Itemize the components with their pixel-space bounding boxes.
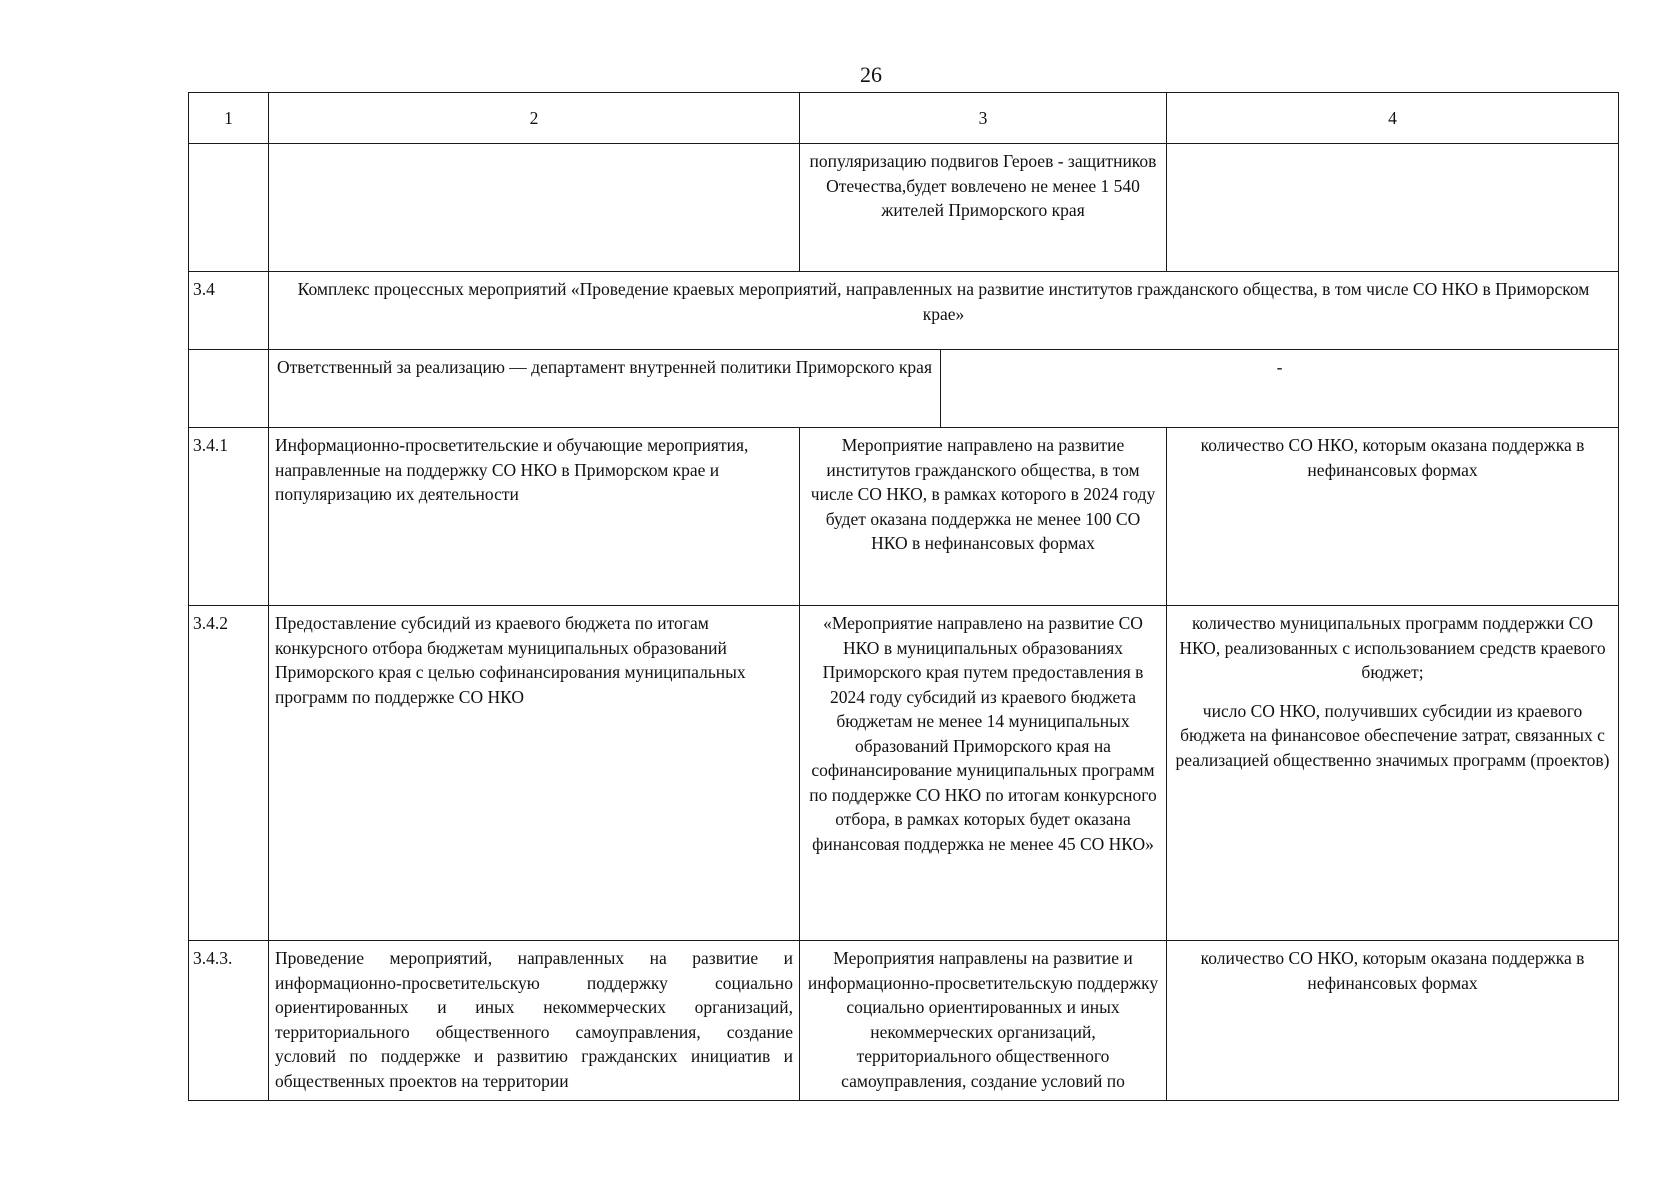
row-number: 3.4.1 <box>189 428 269 606</box>
indicator-item: количество муниципальных программ поддержки СО НКО, реализованных с использованием средств краевого бюджет; <box>1179 613 1606 682</box>
header-cell-4: 4 <box>1167 93 1619 144</box>
indicator-cell <box>1167 144 1619 272</box>
section-title: Комплекс процессных мероприятий «Проведение краевых мероприятий, направленных на развитие институтов гражданского общества, в том числе СО НКО в Приморском крае» <box>269 272 1619 350</box>
indicator-cell <box>1167 941 1619 1101</box>
indicator-item: количество СО НКО, которым оказана поддержка в нефинансовых формах <box>1200 948 1585 993</box>
table-header-row <box>189 93 1619 144</box>
measure-name-cell <box>269 144 800 272</box>
measure-description-cell: популяризацию подвигов Героев - защитников Отечества,будет вовлечено не менее 1 540 жителей Приморского края <box>800 144 1167 272</box>
page-number: 26 <box>860 62 882 87</box>
indicator-cell <box>1167 428 1619 606</box>
table-row <box>189 941 1619 1101</box>
responsible-dash-cell: - <box>941 350 1619 428</box>
measure-name-cell: Информационно-просветительские и обучающие мероприятия, направленные на поддержку СО НКО в Приморском крае и популяризацию их деятельности <box>269 428 800 606</box>
indicator-spacer <box>1173 685 1612 699</box>
table-row <box>189 606 1619 941</box>
measure-description-cell: Мероприятие направлено на развитие институтов гражданского общества, в том числе СО НКО, в рамках которого в 2024 году будет оказана поддержка не менее 100 СО НКО в нефинансовых формах <box>800 428 1167 606</box>
row-number: 3.4.3. <box>189 941 269 1101</box>
indicator-item: количество СО НКО, которым оказана поддержка в нефинансовых формах <box>1200 435 1585 480</box>
measures-table <box>188 92 1619 1101</box>
row-number <box>189 144 269 272</box>
row-number <box>189 350 269 428</box>
responsible-cell: Ответственный за реализацию — департамент внутренней политики Приморского края <box>269 350 941 428</box>
header-cell-3: 3 <box>800 93 1167 144</box>
measure-description-cell: Мероприятия направлены на развитие и информационно-просветительскую поддержку социально ориентированных и иных некоммерческих организаций, территориального общественного самоуправления, создание условий по <box>800 941 1167 1101</box>
section-number: 3.4 <box>189 272 269 350</box>
indicator-cell <box>1167 606 1619 941</box>
measure-name-cell: Предоставление субсидий из краевого бюджета по итогам конкурсного отбора бюджетам муниципальных образований Приморского края с целью софинансирования муниципальных программ по поддержке СО НКО <box>269 606 800 941</box>
measure-description-cell: «Мероприятие направлено на развитие СО НКО в муниципальных образованиях Приморского края путем предоставления в 2024 году субсидий из краевого бюджета бюджетам не менее 14 муниципальных образований Приморского края на софинансирование муниципальных программ по поддержке СО НКО по итогам конкурсного отбора, в рамках которых будет оказана финансовая поддержка не менее 45 СО НКО» <box>800 606 1167 941</box>
table-row-responsible <box>189 350 1619 428</box>
indicator-item: число СО НКО, получивших субсидии из краевого бюджета на финансовое обеспечение затрат, связанных с реализацией общественно значимых программ (проектов) <box>1175 700 1610 770</box>
table-row-section <box>189 272 1619 350</box>
header-cell-1: 1 <box>189 93 269 144</box>
table-row-continuation <box>189 144 1619 272</box>
row-number: 3.4.2 <box>189 606 269 941</box>
header-cell-2: 2 <box>269 93 800 144</box>
table-row <box>189 428 1619 606</box>
measure-name-cell: Проведение мероприятий, направленных на развитие и информационно-просветительскую поддержку социально ориентированных и иных некоммерческих организаций, территориального общественного самоуправления, создание условий по поддержке и развитию гражданских инициатив и общественных проектов на территории <box>269 941 800 1101</box>
